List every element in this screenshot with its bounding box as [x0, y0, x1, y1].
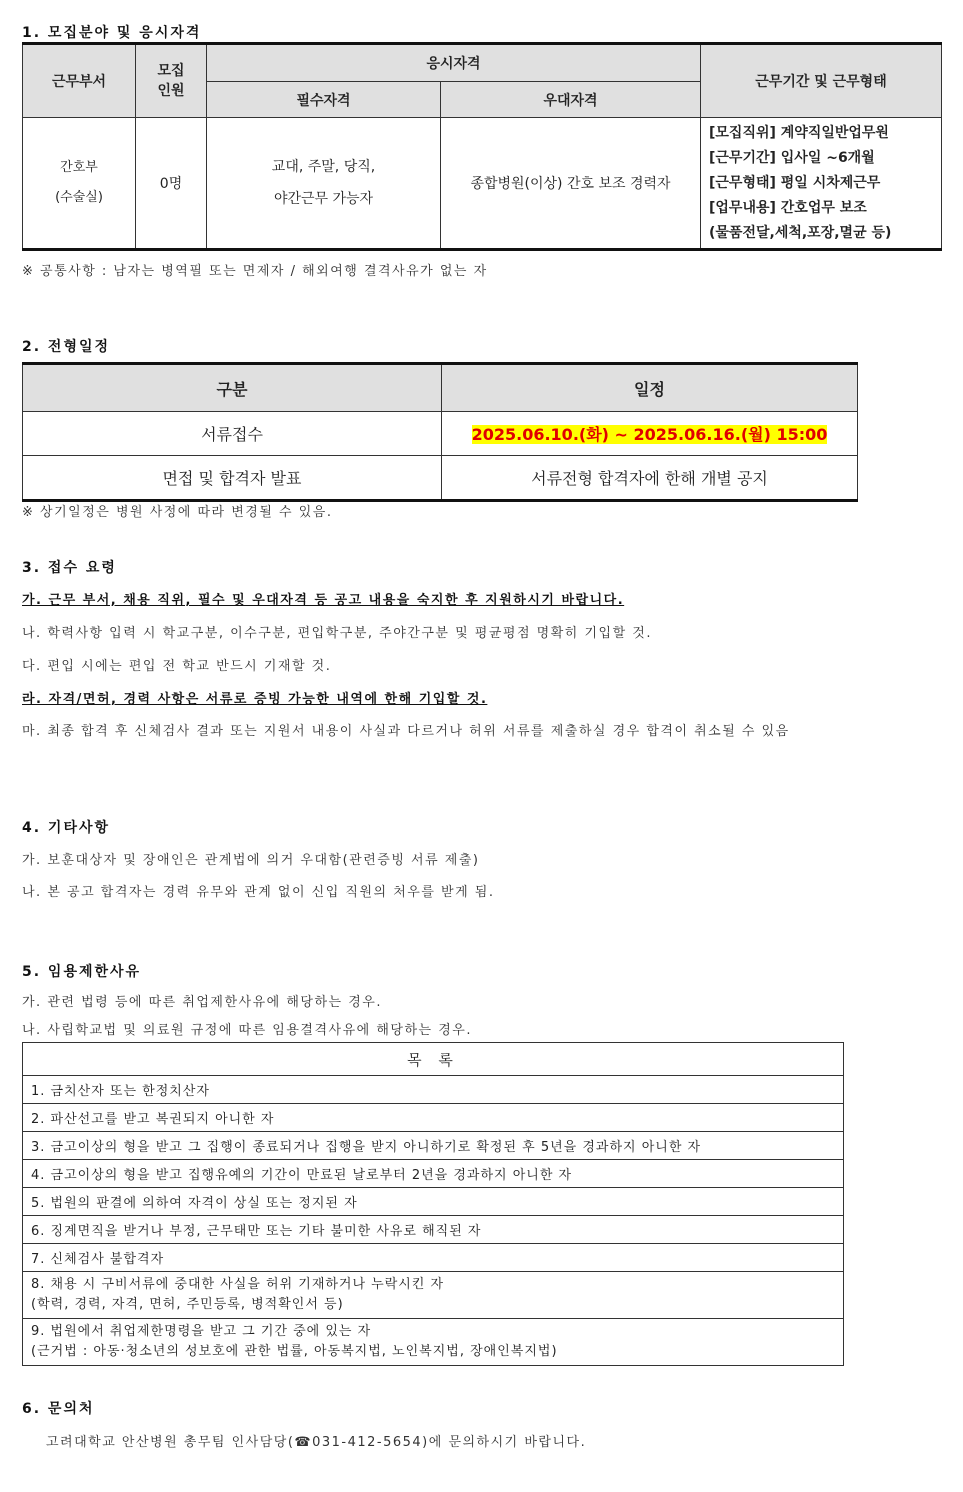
- schedule-date: 서류전형 합격자에 한해 개별 공지: [442, 456, 858, 501]
- list-item-line: 9. 법원에서 취업제한명령을 받고 그 기간 중에 있는 자: [31, 1324, 372, 1339]
- period-line: [근무형태] 평일 시차제근무: [709, 174, 881, 191]
- header-count: 모집 인원: [136, 44, 207, 118]
- period-line: [근무기간] 입사일 ~6개월: [709, 149, 875, 166]
- section1-note: ※ 공통사항 : 남자는 병역필 또는 면제자 / 해외여행 결격사유가 없는 자: [22, 264, 488, 279]
- guide-item: 다. 편입 시에는 편입 전 학교 반드시 기재할 것.: [22, 659, 332, 674]
- guide-item: 나. 학력사항 입력 시 학교구분, 이수구분, 편입학구분, 주야간구분 및 평균평점 명확히 기입할 것.: [22, 626, 652, 641]
- list-item: 6. 징계면직을 받거나 부정, 근무태만 또는 기타 불미한 사유로 해직된 자: [23, 1216, 844, 1244]
- section1-title: 1. 모집분야 및 응시자격: [22, 25, 202, 41]
- header-dept: 근무부서: [23, 44, 136, 118]
- list-item: [23, 1319, 844, 1366]
- schedule-table: [22, 362, 858, 502]
- section6-title: 6. 문의처: [22, 1401, 95, 1417]
- header-req: 필수자격: [207, 82, 441, 118]
- schedule-cat: 서류접수: [23, 412, 442, 456]
- dept-name: 간호부: [60, 160, 98, 175]
- schedule-cat: 면접 및 합격자 발표: [23, 456, 442, 501]
- guide-item: 가. 근무 부서, 채용 직위, 필수 및 우대자격 등 공고 내용을 숙지한 후 지원하시기 바랍니다.: [22, 593, 625, 608]
- period-line: [모집직위] 계약직일반업무원: [709, 124, 889, 141]
- header-qual: 응시자격: [207, 44, 701, 82]
- list-item-line: (근거법 : 아동·청소년의 성보호에 관한 법률, 아동복지법, 노인복지법, 장애인복지법): [31, 1344, 558, 1359]
- list-item: 3. 금고이상의 형을 받고 그 집행이 종료되거나 집행을 받지 아니하기로 확정된 후 5년을 경과하지 아니한 자: [23, 1132, 844, 1160]
- contact-text: 고려대학교 안산병원 총무팀 인사담당(☎031-412-5654)에 문의하시기 바랍니다.: [46, 1435, 587, 1450]
- list-item-line: 8. 채용 시 구비서류에 중대한 사실을 허위 기재하거나 누락시킨 자: [31, 1277, 445, 1292]
- cell-req: [207, 118, 441, 250]
- section4-title: 4. 기타사항: [22, 820, 111, 836]
- period-line: [업무내용] 간호업무 보조: [709, 199, 867, 216]
- period-line: (물품전달,세척,포장,멸균 등): [709, 224, 892, 241]
- schedule-date-highlight: 2025.06.10.(화) ~ 2025.06.16.(월) 15:00: [471, 425, 828, 444]
- req-line2: 야간근무 가능자: [273, 191, 374, 207]
- guide-item: 라. 자격/면허, 경력 사항은 서류로 증빙 가능한 내역에 한해 기입할 것.: [22, 692, 488, 707]
- list-item-line: (학력, 경력, 자격, 면허, 주민등록, 병적확인서 등): [31, 1297, 344, 1312]
- cell-pref: 종합병원(이상) 간호 보조 경력자: [441, 118, 701, 250]
- section3-title: 3. 접수 요령: [22, 560, 117, 576]
- list-item: [23, 1272, 844, 1319]
- req-line1: 교대, 주말, 당직,: [271, 159, 376, 175]
- list-item: 4. 금고이상의 형을 받고 집행유예의 기간이 만료된 날로부터 2년을 경과하지 아니한 자: [23, 1160, 844, 1188]
- list-title: 목 록: [23, 1043, 844, 1076]
- list-item: 2. 파산선고를 받고 복권되지 아니한 자: [23, 1104, 844, 1132]
- section5-title: 5. 임용제한사유: [22, 964, 142, 980]
- section2-note: ※ 상기일정은 병원 사정에 따라 변경될 수 있음.: [22, 505, 333, 520]
- header-category: 구분: [23, 364, 442, 412]
- header-pref: 우대자격: [441, 82, 701, 118]
- header-period: 근무기간 및 근무형태: [701, 44, 942, 118]
- restriction-item: 가. 관련 법령 등에 따른 취업제한사유에 해당하는 경우.: [22, 995, 382, 1010]
- schedule-date-cell: [442, 412, 858, 456]
- guide-item: 마. 최종 합격 후 신체검사 결과 또는 지원서 내용이 사실과 다르거나 허위 서류를 제출하실 경우 합격이 취소될 수 있음: [22, 724, 790, 739]
- header-schedule: 일정: [442, 364, 858, 412]
- cell-count: 0명: [136, 118, 207, 250]
- list-item: 7. 신체검사 불합격자: [23, 1244, 844, 1272]
- restriction-list-table: [22, 1042, 844, 1366]
- list-item: 1. 금치산자 또는 한정치산자: [23, 1076, 844, 1104]
- cell-dept: [23, 118, 136, 250]
- misc-item: 가. 보훈대상자 및 장애인은 관계법에 의거 우대함(관련증빙 서류 제출): [22, 853, 480, 868]
- restriction-item: 나. 사립학교법 및 의료원 규정에 따른 임용결격사유에 해당하는 경우.: [22, 1023, 472, 1038]
- misc-item: 나. 본 공고 합격자는 경력 유무와 관계 없이 신입 직원의 처우를 받게 됨.: [22, 885, 495, 900]
- cell-period: [701, 118, 942, 250]
- section2-title: 2. 전형일정: [22, 339, 111, 355]
- recruitment-table: [22, 42, 942, 251]
- list-item: 5. 법원의 판결에 의하여 자격이 상실 또는 정지된 자: [23, 1188, 844, 1216]
- dept-sub: (수술실): [55, 190, 103, 205]
